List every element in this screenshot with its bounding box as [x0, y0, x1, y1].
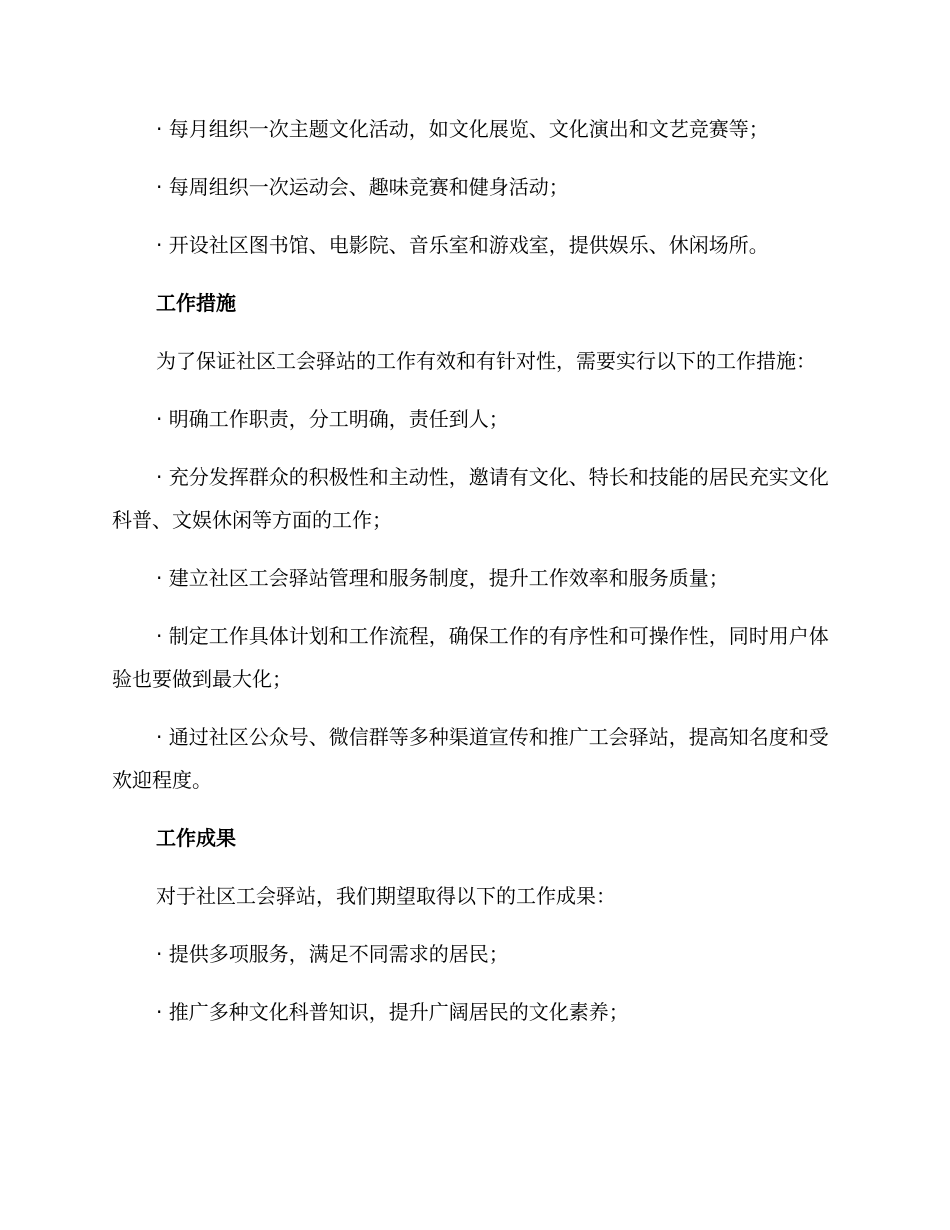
- bullet-paragraph: · 建立社区工会驿站管理和服务制度，提升工作效率和服务质量；: [156, 566, 729, 590]
- bullet-paragraph: · 通过社区公众号、微信群等多种渠道宣传和推广工会驿站，提高知名度和受欢迎程度。: [112, 725, 829, 792]
- section-heading-results: 工作成果: [156, 826, 236, 850]
- bullet-paragraph: · 充分发挥群众的积极性和主动性，邀请有文化、特长和技能的居民充实文化科普、文娱休闲等方面的工作；: [112, 465, 829, 532]
- section-intro-results: 对于社区工会驿站，我们期望取得以下的工作成果：: [156, 884, 616, 908]
- section-heading-measures: 工作措施: [156, 291, 236, 315]
- bullet-paragraph: · 提供多项服务，满足不同需求的居民；: [156, 942, 509, 966]
- bullet-paragraph: · 开设社区图书馆、电影院、音乐室和游戏室，提供娱乐、休闲场所。: [156, 233, 769, 257]
- bullet-paragraph: · 推广多种文化科普知识，提升广阔居民的文化素养；: [156, 1000, 629, 1024]
- document-body: [112, 108, 832, 1049]
- bullet-paragraph: · 每月组织一次主题文化活动，如文化展览、文化演出和文艺竞赛等；: [156, 117, 769, 141]
- section-intro-measures: 为了保证社区工会驿站的工作有效和有针对性，需要实行以下的工作措施：: [156, 349, 816, 373]
- bullet-paragraph: · 明确工作职责，分工明确，责任到人；: [156, 407, 509, 431]
- bullet-paragraph: · 每周组织一次运动会、趣味竞赛和健身活动；: [156, 175, 569, 199]
- bullet-paragraph: · 制定工作具体计划和工作流程，确保工作的有序性和可操作性，同时用户体验也要做到最大化；: [112, 624, 829, 691]
